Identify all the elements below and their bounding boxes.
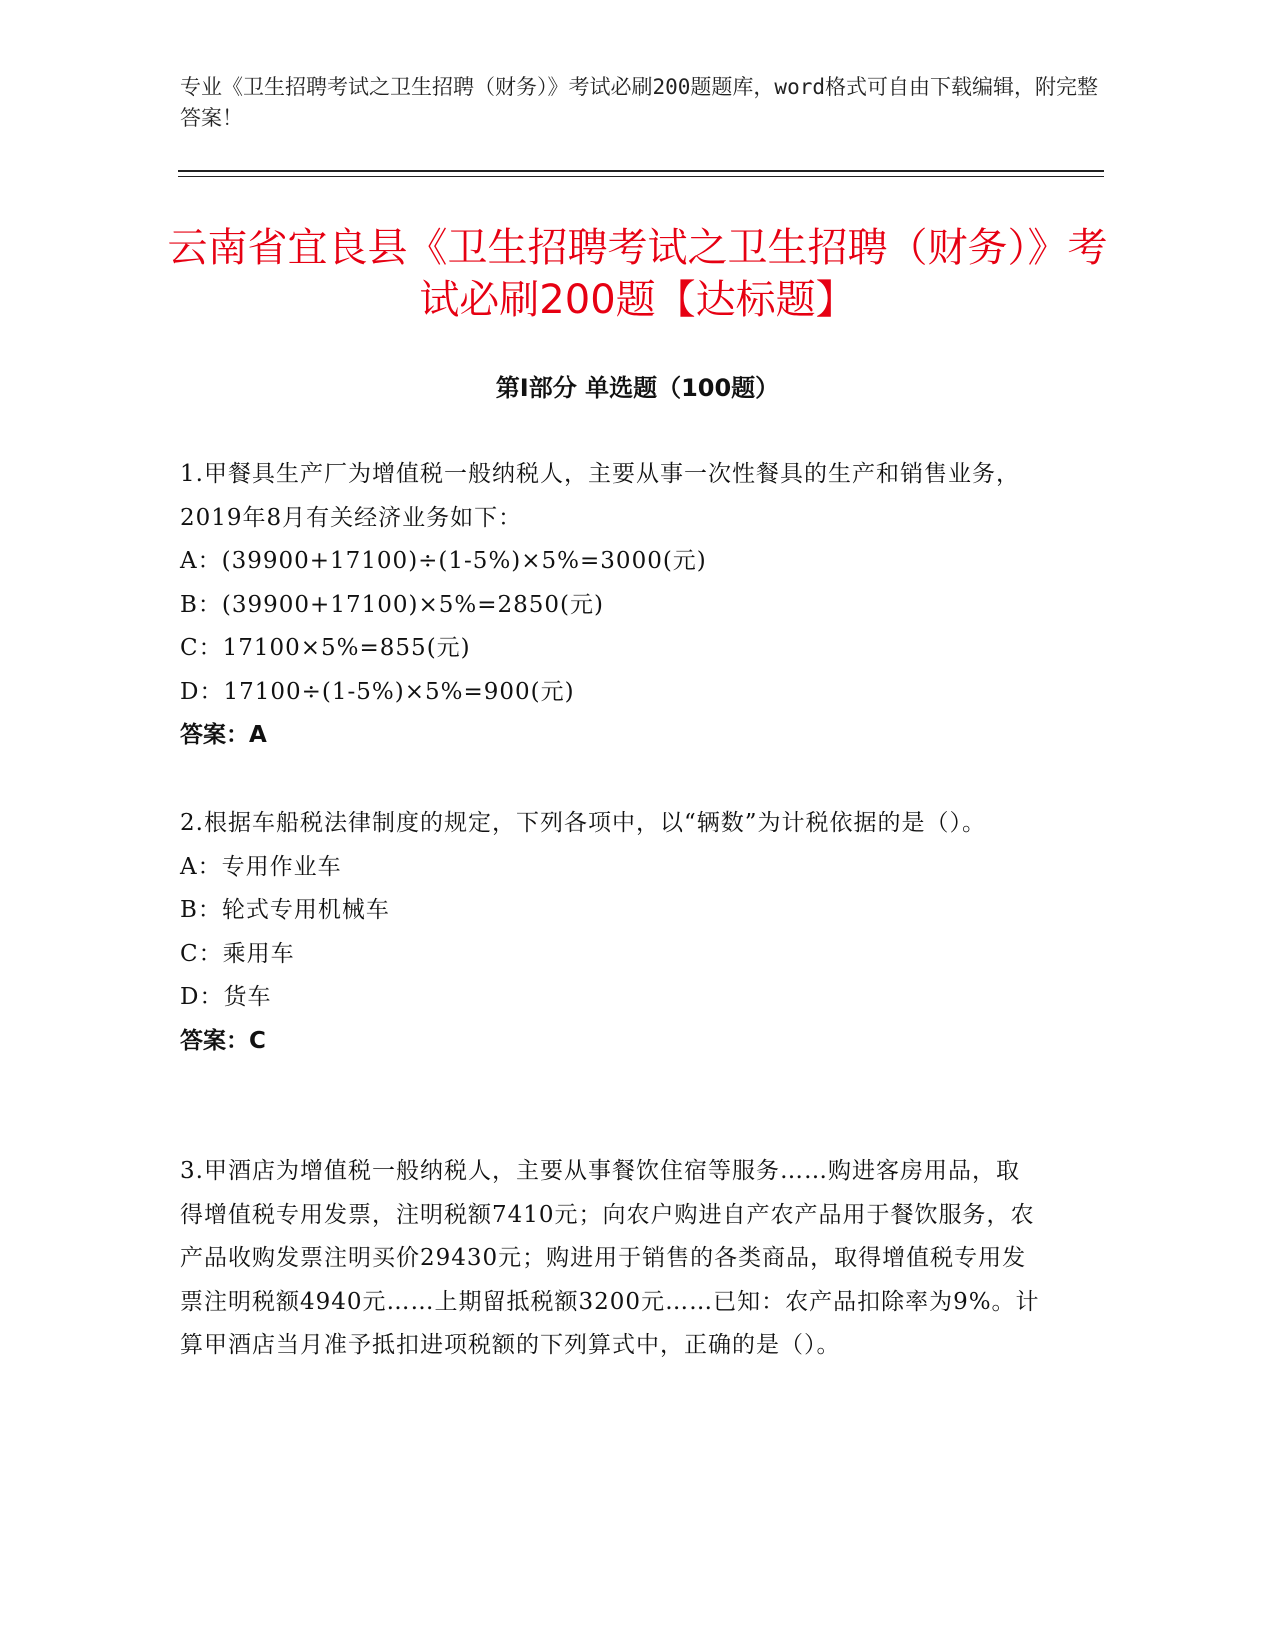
option-c: C：17100×5%=855(元) (180, 635, 471, 661)
header-divider (178, 170, 1104, 172)
section-title: 第Ⅰ部分 单选题（100题） (495, 374, 780, 402)
option-a: A：(39900+17100)÷(1-5%)×5%=3000(元) (180, 548, 707, 574)
answer: 答案：A (180, 722, 267, 748)
question-1 (180, 453, 1040, 758)
question-stem: 1.甲餐具生产厂为增值税一般纳税人，主要从事一次性餐具的生产和销售业务，2019年8月有关经济业务如下： (180, 461, 1020, 531)
question-stem: 2.根据车船税法律制度的规定，下列各项中，以“辆数”为计税依据的是（）。 (180, 810, 986, 836)
question-stem: 3.甲酒店为增值税一般纳税人，主要从事餐饮住宿等服务……购进客房用品，取得增值税专用发票，注明税额7410元；向农户购进自产农产品用于餐饮服务，农产品收购发票注明买价29430元；购进用于销售的各类商品，取得增值税专用发票注明税额4940元……上期留抵税额3200元……已知：农产品扣除率为9%。计算甲酒店当月准予抵扣进项税额的下列算式中，正确的是（）。 (180, 1158, 1040, 1358)
option-d: D：货车 (180, 984, 272, 1010)
header-note: 专业《卫生招聘考试之卫生招聘（财务）》考试必刷200题题库，word格式可自由下载编辑，附完整答案！ (180, 75, 1098, 130)
option-c: C：乘用车 (180, 940, 295, 967)
header-divider-thin (178, 176, 1104, 177)
answer: 答案：C (180, 1027, 266, 1054)
question-3 (180, 1150, 1040, 1368)
option-b: B：轮式专用机械车 (180, 897, 390, 923)
question-2 (180, 802, 1040, 1063)
option-b: B：(39900+17100)×5%=2850(元) (180, 591, 604, 618)
option-d: D：17100÷(1-5%)×5%=900(元) (180, 678, 575, 705)
document-title: 云南省宜良县《卫生招聘考试之卫生招聘（财务）》考试必刷200题【达标题】 (167, 225, 1108, 323)
option-a: A：专用作业车 (180, 853, 342, 880)
